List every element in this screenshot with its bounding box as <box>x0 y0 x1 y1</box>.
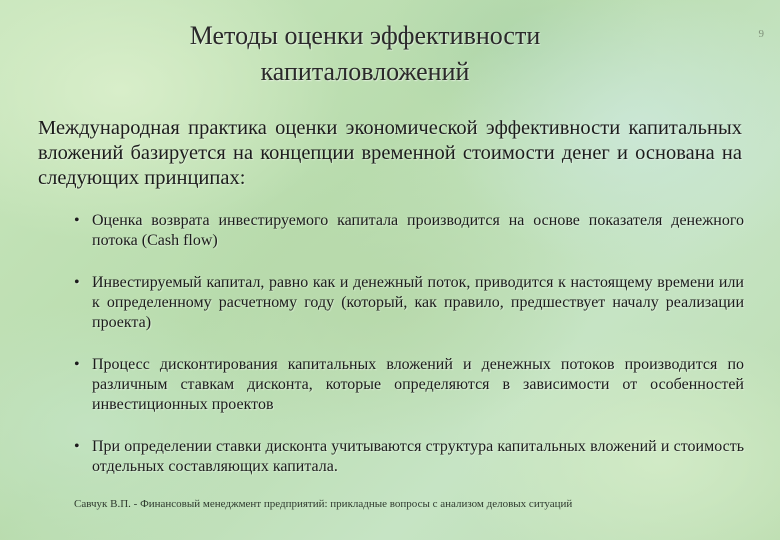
source-citation: Савчук В.П. - Финансовый менеджмент предприятий: прикладные вопросы с анализом деловых ситуаций <box>74 498 573 510</box>
slide-number: 9 <box>758 28 764 40</box>
list-item-text: Процесс дисконтирования капитальных вложений и денежных потоков производится по различным ставкам дисконта, которые определяются в зависимости от особенностей инвестиционных проектов <box>92 356 744 413</box>
slide-title: Методы оценки эффективности капиталовложений <box>189 21 541 86</box>
list-item <box>74 355 744 415</box>
bullet-icon: • <box>74 212 80 229</box>
list-item-text: Инвестируемый капитал, равно как и денежный поток, приводится к настоящему времени или к определенному расчетному году (который, как правило, предшествует началу реализации проекта) <box>92 274 744 331</box>
bullet-icon: • <box>74 274 80 291</box>
list-item <box>74 211 744 251</box>
list-item <box>74 273 744 333</box>
bullet-icon: • <box>74 356 80 373</box>
list-item <box>74 437 744 477</box>
list-item-text: При определении ставки дисконта учитываются структура капитальных вложений и стоимость отдельных составляющих капитала. <box>92 438 744 475</box>
bullet-icon: • <box>74 438 80 455</box>
list-item-text: Оценка возврата инвестируемого капитала производится на основе показателя денежного потока (Cash flow) <box>92 212 744 249</box>
principles-list <box>74 211 744 477</box>
intro-paragraph: Международная практика оценки экономической эффективности капитальных вложений базируется на концепции временной стоимости денег и основана на следующих принципах: <box>38 117 742 189</box>
